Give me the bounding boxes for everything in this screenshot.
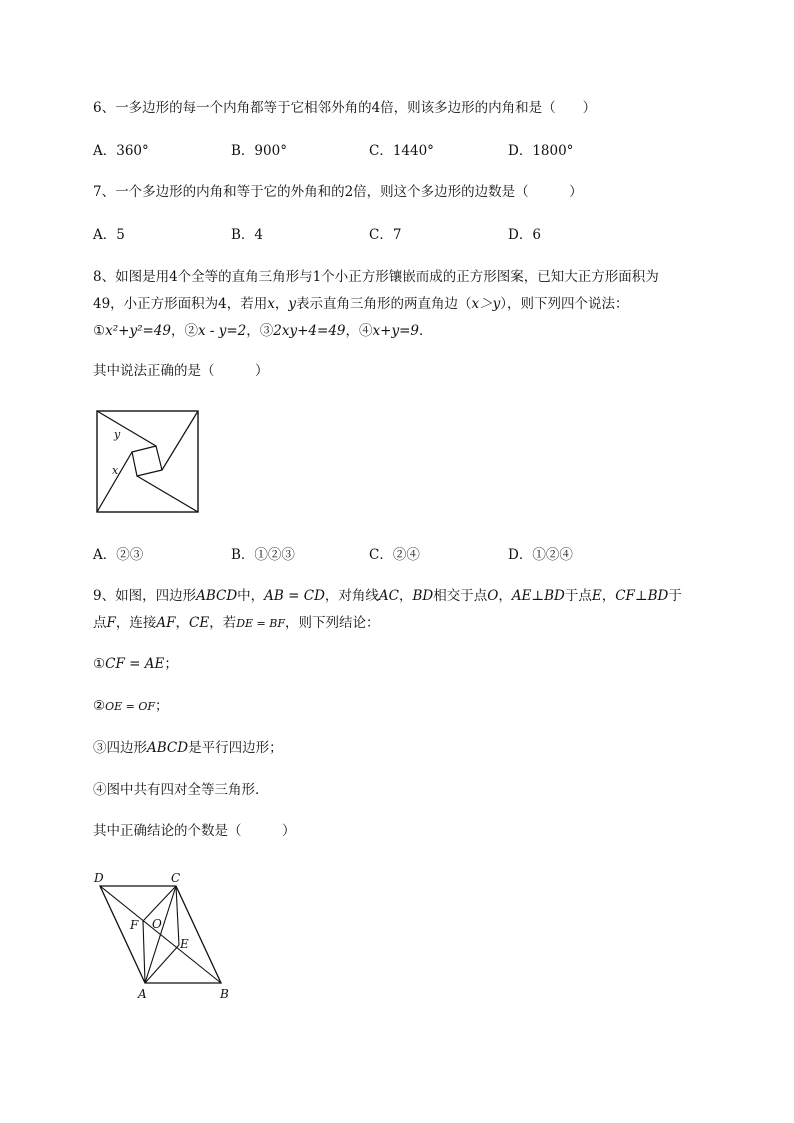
q8-line1: 8、如图是用4个全等的直角三角形与1个小正方形镶嵌而成的正方形图案，已知大正方形面积为 — [93, 269, 659, 285]
q8-option-b: B．①②③ — [231, 547, 295, 563]
q8-label-y: y — [114, 428, 121, 441]
q6-option-b: B．900° — [231, 143, 287, 159]
q9-conclusion-2: ②OE = OF； — [93, 698, 169, 714]
q8-figure — [94, 408, 202, 514]
q9-label-B: B — [220, 987, 229, 1001]
q9-figure — [88, 866, 238, 1004]
q8-label-x: x — [112, 464, 119, 477]
q9-line2: 点F，连接AF，CE，若DE = BF，则下列结论： — [93, 615, 380, 631]
q8-option-d: D．①②④ — [508, 547, 573, 563]
q9-label-A: A — [138, 987, 147, 1001]
q9-conclusion-1: ①CF = AE； — [93, 656, 178, 672]
q9-prompt: 其中正确结论的个数是（ ） — [93, 823, 296, 839]
q9-conclusion-3: ③四边形ABCD是平行四边形； — [93, 740, 283, 756]
q9-label-D: D — [94, 871, 104, 885]
q8-prompt: 其中说法正确的是（ ） — [93, 363, 269, 379]
q6-option-a: A．360° — [93, 143, 149, 159]
q9-label-C: C — [171, 871, 181, 885]
q7-option-a: A．5 — [93, 227, 125, 243]
q9-label-E: E — [180, 937, 189, 951]
q8-statements: ①x²+y²=49，②x - y=2，③2xy+4=49，④x+y=9． — [93, 323, 433, 339]
q8-option-c: C．②④ — [369, 547, 420, 563]
q9-conclusion-4: ④图中共有四对全等三角形． — [93, 782, 269, 798]
q7-option-b: B．4 — [231, 227, 264, 243]
q7-option-d: D．6 — [508, 227, 541, 243]
q8-option-a: A．②③ — [93, 547, 144, 563]
q7-stem: 7、一个多边形的内角和等于它的外角和的2倍，则这个多边形的边数是（ ） — [93, 184, 583, 200]
q9-line1: 9、如图，四边形ABCD中，AB = CD，对角线AC，BD相交于点O，AE⊥BD于点E，CF⊥BD于 — [93, 588, 682, 604]
q9-label-F: F — [130, 918, 139, 932]
q6-option-c: C．1440° — [369, 143, 434, 159]
q6-option-d: D．1800° — [508, 143, 574, 159]
q8-line2: 49，小正方形面积为4，若用x，y表示直角三角形的两直角边（x＞y），则下列四个说法： — [93, 296, 629, 312]
q6-stem: 6、一多边形的每一个内角都等于它相邻外角的4倍，则该多边形的内角和是（ ） — [93, 100, 597, 116]
q9-label-O: O — [152, 917, 162, 931]
q7-option-c: C．7 — [369, 227, 402, 243]
